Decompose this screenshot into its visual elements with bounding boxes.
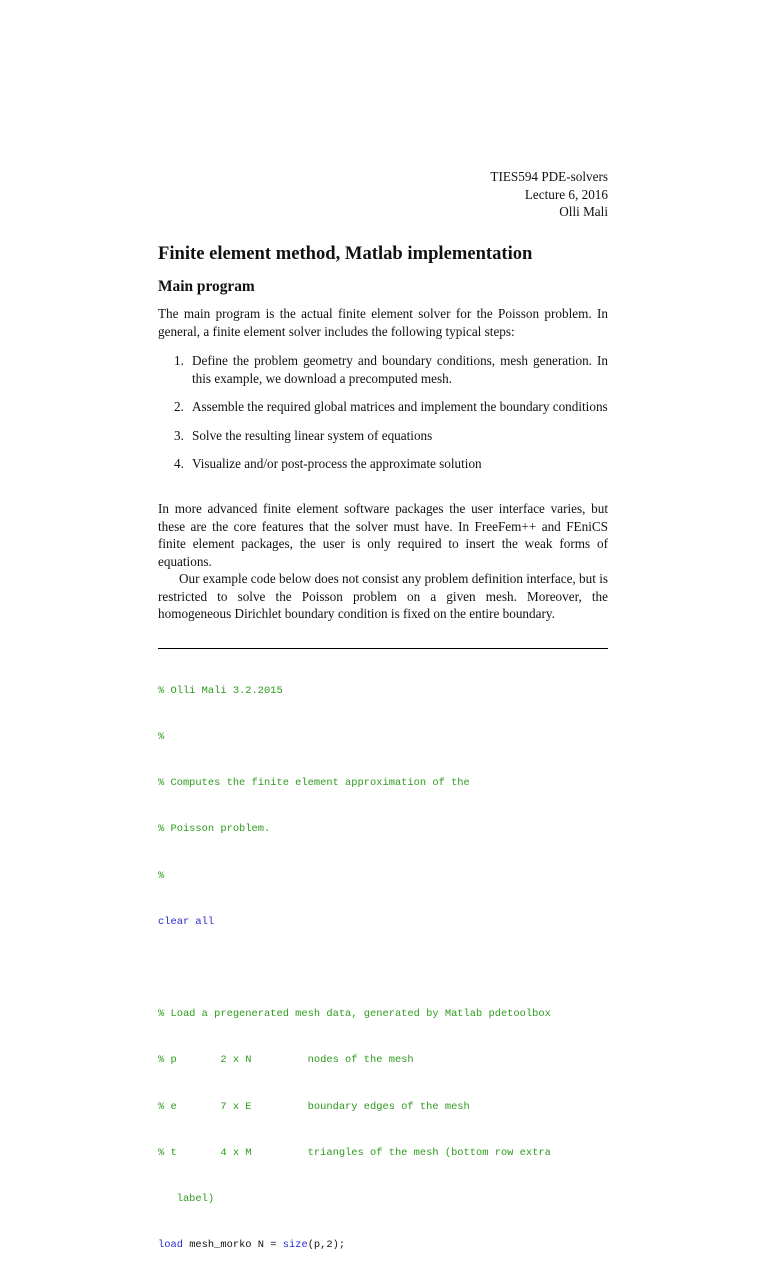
page-title: Finite element method, Matlab implementation <box>158 243 533 264</box>
code-keyword: load <box>158 1239 183 1252</box>
code-keyword-line: clear all <box>158 915 215 928</box>
code-comment-line: % p 2 x N nodes of the mesh <box>158 1054 414 1067</box>
code-listing <box>158 653 608 1284</box>
list-item-text: Solve the resulting linear system of equations <box>192 427 433 443</box>
code-text: mesh_morko N = <box>182 1239 283 1252</box>
code-text: (p,2); <box>307 1239 346 1252</box>
code-divider <box>158 648 608 649</box>
list-item-number: 3. <box>174 427 184 443</box>
intro-paragraph: The main program is the actual finite element solver for the Poisson problem. In general, a finite element solver includes the following typical steps: <box>158 306 608 339</box>
steps-list <box>158 352 608 484</box>
list-item-number: 1. <box>174 353 184 368</box>
code-comment-line: label) <box>158 1193 215 1206</box>
code-statement-line <box>158 1238 608 1253</box>
code-comment-line: % t 4 x M triangles of the mesh (bottom row extra <box>158 1146 551 1159</box>
section-heading: Main program <box>158 278 255 295</box>
list-item-text: Define the problem geometry and boundary conditions, mesh generation. In this example, we download a precomputed mesh. <box>192 353 608 386</box>
course-name: TIES594 PDE-solvers <box>490 169 608 184</box>
code-comment-line: % Olli Mali 3.2.2015 <box>158 684 283 697</box>
header-block <box>490 168 608 221</box>
code-comment-line: % <box>158 731 165 744</box>
list-item-number: 4. <box>174 456 184 471</box>
code-keyword: size <box>282 1239 308 1252</box>
code-comment-line: % e 7 x E boundary edges of the mesh <box>158 1100 470 1113</box>
code-comment-line: % <box>158 869 165 882</box>
list-item <box>158 352 608 387</box>
code-blank-line <box>158 961 608 976</box>
code-comment-line: % Poisson problem. <box>158 823 271 836</box>
list-item <box>158 427 608 445</box>
lecture-info: Lecture 6, 2016 <box>524 186 608 202</box>
body-paragraph-example: Our example code below does not consist any problem definition interface, but is restricted to solve the Poisson problem on a given mesh. Moreover, the homogeneous Dirichlet boundary condition is fixed on the entire boundary. <box>158 571 608 621</box>
list-item <box>158 455 608 473</box>
code-comment-line: % Load a pregenerated mesh data, generated by Matlab pdetoolbox <box>158 1008 551 1021</box>
body-paragraph-advanced: In more advanced finite element software packages the user interface varies, but these are the core features that the solver must have. In FreeFem++ and FEniCS finite element packages, the user is only required to insert the weak forms of equations. <box>158 501 608 569</box>
list-item-text: Visualize and/or post-process the approximate solution <box>192 456 482 471</box>
author-name: Olli Mali <box>559 204 608 219</box>
list-item-number: 2. <box>174 399 184 414</box>
list-item <box>158 398 608 416</box>
code-comment-line: % Computes the finite element approximation of the <box>158 777 470 790</box>
list-item-text: Assemble the required global matrices and implement the boundary conditions <box>192 399 608 414</box>
